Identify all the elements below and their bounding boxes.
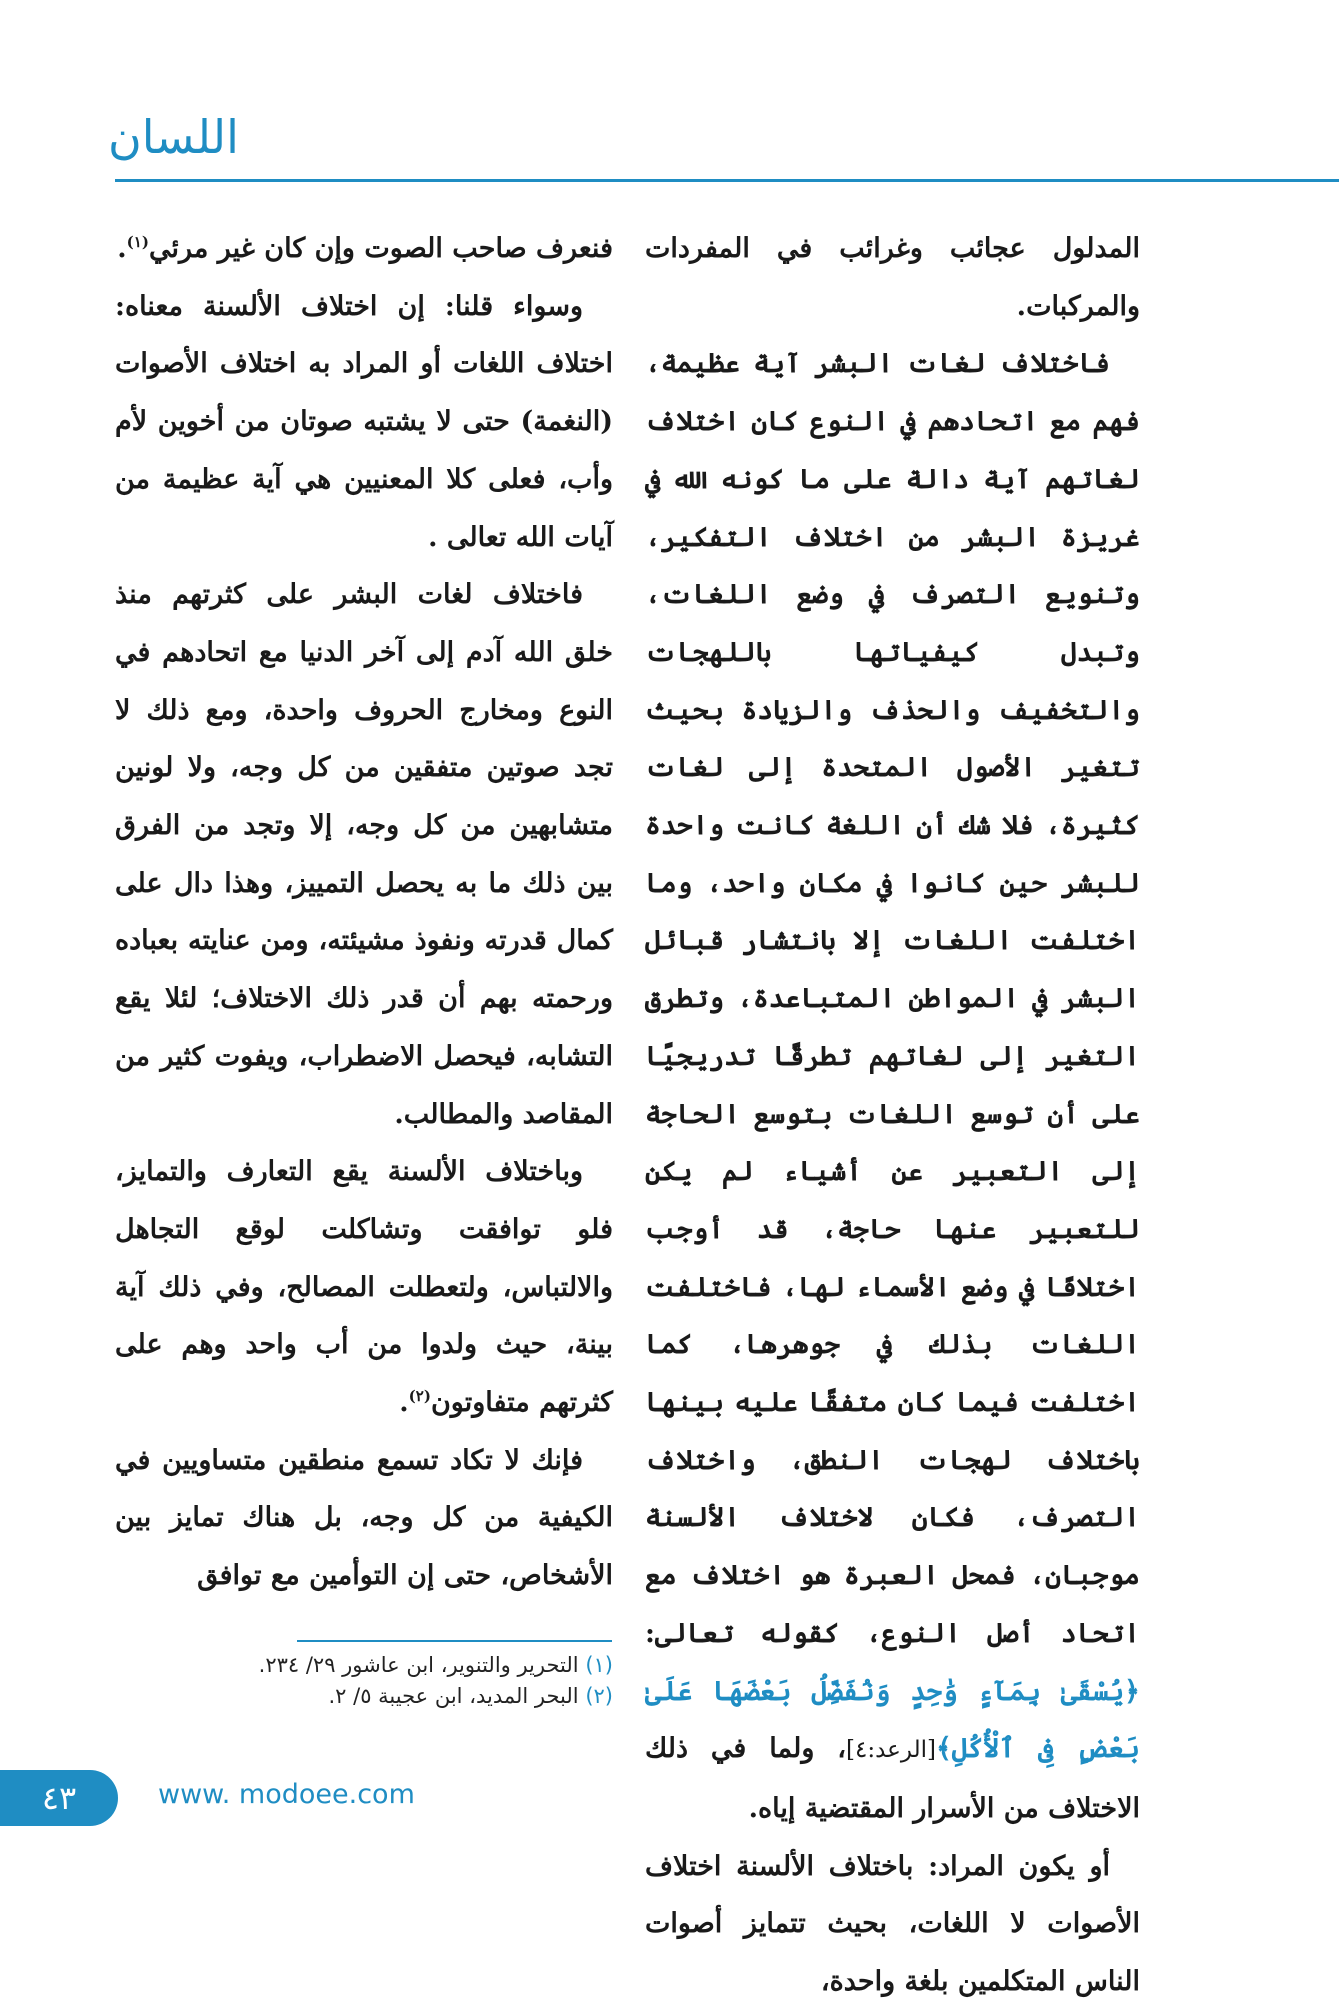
- paragraph: [115, 1143, 613, 1432]
- paragraph: فاختلاف لغات البشر على كثرتهم منذ خلق الله آدم إلى آخر الدنيا مع اتحادهم في النوع ومخارج الحروف واحدة، ومع ذلك لا تجد صوتين متفقين من كل وجه، ولا لونين متشابهين من كل وجه، إلا وتجد من الفرق بين ذلك ما به يحصل التمييز، وهذا دال على كمال قدرته ونفوذ مشيئته، ومن عنايته بعباده ورحمته بهم أن قدر ذلك الاختلاف؛ لئلا يقع التشابه، فيحصل الاضطراب، ويفوت كثير من المقاصد والمطالب.: [115, 579, 613, 1130]
- footnote-number: (١): [585, 1653, 613, 1677]
- header-divider: [115, 179, 1339, 182]
- footnote-item: [115, 1650, 613, 1681]
- footnote-marker[interactable]: (٢): [408, 1387, 431, 1406]
- paragraph: وسواء قلنا: إن اختلاف الألسنة معناه: اختلاف اللغات أو المراد به اختلاف الأصوات (النغمة) حتى لا يشتبه صوتان من أخوين لأم وأب، فعلى كلا المعنيين هي آية عظيمة من آيات الله تعالى .: [115, 290, 613, 553]
- page-title: اللسان: [108, 110, 239, 164]
- sentence-end: .: [399, 1387, 409, 1419]
- footnote-marker[interactable]: (١): [126, 233, 149, 251]
- left-column: [115, 220, 613, 1605]
- paragraph: فإنك لا تكاد تسمع منطقين متساويين في الكيفية من كل وجه، بل هناك تمايز بين الأشخاص، حتى إن التوأمين مع توافق: [115, 1444, 613, 1592]
- footnote-divider: [297, 1640, 612, 1642]
- paragraph-text: وباختلاف الألسنة يقع التعارف والتمايز، فلو توافقت وتشاكلت لوقع التجاهل والالتباس، ولتعطلت المصالح، وفي ذلك آية بينة، حيث ولدوا من أب واحد وهم على كثرتهم متفاوتون: [115, 1156, 613, 1419]
- footnote-text: البحر المديد، ابن عجيبة ٥/ ٢.: [328, 1684, 579, 1708]
- paragraph-text: فنعرف صاحب الصوت وإن كان غير مرئي: [148, 233, 613, 264]
- sentence-end: .: [117, 233, 127, 264]
- quran-reference: [الرعد:٤]: [846, 1737, 936, 1764]
- page-number-tab: ٤٣: [0, 1770, 118, 1826]
- quran-verse: ﴿يُسْقَىٰ بِمَآءٍ وَٰحِدٍ وَنُفَضِّلُ بَعْضَهَا عَلَىٰ بَعْضٍ فِى ٱلْأُكُلِ﴾: [645, 1675, 1140, 1765]
- footnote-number: (٢): [585, 1684, 613, 1708]
- paragraph: المدلول عجائب وغرائب في المفردات والمركبات.: [645, 233, 1140, 322]
- paragraph-text: فاختلاف لغات البشر آية عظيمة، فهم مع اتحادهم في النوع كان اختلاف لغاتهم آية دالة على ما كونه الله في غريزة البشر من اختلاف التفكير، وتنويع التصرف في وضع اللغات، وتبدل كيفياتها باللهجات والتخفيف والحذف والزيادة بحيث تتغير الأصول المتحدة إلى لغات كثيرة، فلا شك أن اللغة كانت واحدة للبشر حين كانوا في مكان واحد، وما اختلفت اللغات إلا بانتشار قبائل البشر في المواطن المتباعدة، وتطرق التغير إلى لغاتهم تطرقًا تدريجيًا على أن توسع اللغات بتوسع الحاجة إلى التعبير عن أشياء لم يكن للتعبير عنها حاجة، قد أوجب اختلافًا في وضع الأسماء لها، فاختلفت اللغات بذلك في جوهرها، كما اختلفت فيما كان متفقًا عليه بينها باختلاف لهجات النطق، واختلاف التصرف، فكان لاختلاف الألسنة موجبان، فمحل العبرة هو اختلاف مع اتحاد أصل النوع، كقوله تعالى:: [645, 348, 1140, 1649]
- right-column: [645, 220, 1140, 2011]
- website-link[interactable]: www. modoee.com: [158, 1779, 415, 1810]
- footnote-text: التحرير والتنوير، ابن عاشور ٢٩/ ٢٣٤.: [258, 1653, 579, 1677]
- paragraph: أو يكون المراد: باختلاف الألسنة اختلاف الأصوات لا اللغات، بحيث تتمايز أصوات الناس المتكلمين بلغة واحدة،: [645, 1850, 1140, 1998]
- footnote-item: [115, 1681, 613, 1712]
- paragraph: [115, 220, 613, 278]
- paragraph-with-quran: [645, 335, 1140, 1837]
- paragraph-text: ، ولما في ذلك الاختلاف من الأسرار المقتضية إياه.: [645, 1733, 1140, 1824]
- footnotes: [115, 1650, 613, 1712]
